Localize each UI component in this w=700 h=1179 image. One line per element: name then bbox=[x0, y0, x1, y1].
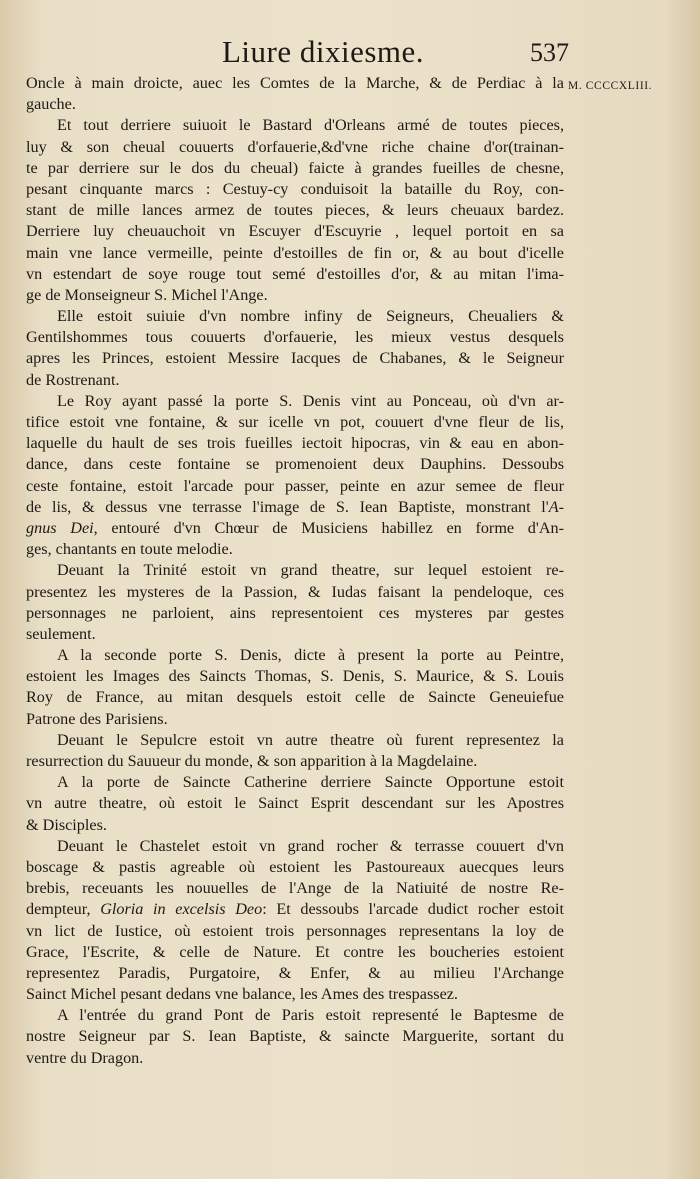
line-text: vn estendart de soye rouge tout semé d'estoilles d'or, & au mitan l'ima- bbox=[26, 264, 564, 283]
line-text: vn autre theatre, où estoit le Sainct Esprit descendant sur les Apostres bbox=[26, 794, 564, 813]
line-text: Patrone des Parisiens. bbox=[26, 709, 168, 728]
line-text: gauche. bbox=[26, 95, 76, 114]
line-text: vn lict de Iustice, où estoient trois personnages representans la loy de bbox=[26, 921, 564, 940]
line-text: brebis, receuants les nouuelles de l'Ange de la Natiuité de nostre Re- bbox=[26, 879, 564, 898]
italic-phrase: gnus Dei bbox=[26, 518, 94, 537]
text-line bbox=[26, 370, 564, 391]
text-line bbox=[26, 878, 564, 899]
line-text: Roy de France, au mitan desquels estoit celle de Saincte Geneuiefue bbox=[26, 688, 564, 707]
text-line bbox=[26, 115, 564, 136]
text-line bbox=[26, 921, 564, 942]
text-line bbox=[26, 582, 564, 603]
text-line bbox=[26, 200, 564, 221]
text-line bbox=[26, 539, 564, 560]
text-line bbox=[26, 306, 564, 327]
line-text: stant de mille lances armez de toutes pieces, & leurs cheuaux bardez. bbox=[26, 201, 564, 220]
line-text: dance, dans ceste fontaine se promenoient deux Dauphins. Dessoubs bbox=[26, 455, 564, 474]
text-line bbox=[26, 645, 564, 666]
text-line bbox=[26, 264, 564, 285]
italic-phrase: A- bbox=[548, 497, 564, 516]
text-line bbox=[26, 1026, 564, 1047]
italic-phrase: Gloria in excelsis Deo bbox=[100, 900, 263, 919]
text-line bbox=[26, 836, 564, 857]
line-text: presentez les mysteres de la Passion, & Iudas faisant la pendeloque, ces bbox=[26, 582, 564, 601]
text-line bbox=[26, 793, 564, 814]
line-text: A la porte de Saincte Catherine derriere Saincte Opportune estoit bbox=[57, 773, 564, 792]
text-line bbox=[26, 963, 564, 984]
text-line bbox=[26, 560, 564, 581]
line-text: , entouré d'vn Chœur de Musiciens habillez en forme d'An- bbox=[93, 518, 564, 537]
line-text: seulement. bbox=[26, 624, 96, 643]
line-text: : Et dessoubs l'arcade dudict rocher estoit bbox=[262, 900, 564, 919]
body-text bbox=[26, 73, 564, 1069]
line-text: resurrection du Sauueur du monde, & son apparition à la Magdelaine. bbox=[26, 752, 478, 770]
text-line bbox=[26, 603, 564, 624]
line-text: main vne lance vermeille, peinte d'estoilles de fin or, & au bout d'icelle bbox=[26, 243, 564, 262]
text-line bbox=[26, 1048, 564, 1069]
text-line bbox=[26, 391, 564, 412]
text-line bbox=[26, 984, 564, 1005]
line-text: luy & son cheual couuerts d'orfauerie,&d'vne riche chaine d'or(trainan- bbox=[26, 137, 564, 156]
line-text: tifice estoit vne fontaine, & sur icelle vn pot, couuert d'vne fleur de lis, bbox=[26, 413, 564, 431]
margin-year-note: M. CCCCXLIII. bbox=[568, 80, 653, 92]
text-line bbox=[26, 412, 564, 433]
text-line bbox=[26, 433, 564, 454]
text-line bbox=[26, 815, 564, 836]
text-line bbox=[26, 327, 564, 348]
line-text: pesant cinquante marcs : Cestuy-cy conduisoit la bataille du Roy, con- bbox=[26, 179, 564, 198]
line-text: Grace, l'Escrite, & celle de Nature. Et contre les boucheries estoient bbox=[26, 942, 564, 961]
line-text: Deuant la Trinité estoit vn grand theatre, sur lequel estoient re- bbox=[57, 561, 564, 580]
line-text: Derriere luy cheuauchoit vn Escuyer d'Escuyrie , lequel portoit en sa bbox=[26, 222, 564, 241]
text-line bbox=[26, 730, 564, 751]
line-text: Le Roy ayant passé la porte S. Denis vint au Ponceau, où d'vn ar- bbox=[57, 391, 564, 410]
line-text: A la seconde porte S. Denis, dicte à present la porte au Peintre, bbox=[57, 646, 564, 665]
line-text: Deuant le Chastelet estoit vn grand rocher & terrasse couuert d'vn bbox=[57, 836, 564, 855]
line-text: ge de Monseigneur S. Michel l'Ange. bbox=[26, 285, 268, 304]
line-text: & Disciples. bbox=[26, 815, 107, 834]
text-line bbox=[26, 73, 564, 94]
running-title: Liure dixiesme. bbox=[222, 34, 425, 69]
text-line bbox=[26, 476, 564, 497]
text-line bbox=[26, 899, 564, 920]
text-line bbox=[26, 857, 564, 878]
text-line bbox=[26, 94, 564, 115]
text-line bbox=[26, 942, 564, 963]
line-text: ceste fontaine, estoit l'arcade pour passer, peinte en azur semee de fleur bbox=[26, 476, 564, 495]
text-line bbox=[26, 709, 564, 730]
line-text: boscage & pastis agreable où estoient les Pastoureaux auecques leurs bbox=[26, 857, 564, 876]
line-text: personnages ne parloient, ains representoient ces mysteres par gestes bbox=[26, 603, 564, 622]
text-line bbox=[26, 454, 564, 475]
text-line bbox=[26, 221, 564, 242]
line-text: Sainct Michel pesant dedans vne balance, les Ames des trespassez. bbox=[26, 985, 458, 1004]
line-text: de lis, & dessus vne terrasse l'image de S. Iean Baptiste, monstrant l' bbox=[26, 497, 549, 516]
line-text: apres les Princes, estoient Messire Iacques de Chabanes, & le Seigneur bbox=[26, 349, 564, 368]
line-text: ventre du Dragon. bbox=[26, 1048, 144, 1067]
page-number: 537 bbox=[530, 38, 569, 67]
line-text: Et tout derriere suiuoit le Bastard d'Orleans armé de toutes pieces, bbox=[57, 116, 564, 135]
text-line bbox=[26, 137, 564, 158]
line-text: nostre Seigneur par S. Iean Baptiste, & saincte Marguerite, sortant du bbox=[26, 1027, 564, 1046]
text-line bbox=[26, 624, 564, 645]
line-text: dempteur, bbox=[26, 900, 101, 919]
page-header bbox=[0, 34, 700, 74]
text-line bbox=[26, 179, 564, 200]
line-text: te par derriere sur le dos du cheual) faicte à grandes fueilles de chesne, bbox=[26, 158, 564, 177]
text-line bbox=[26, 687, 564, 708]
text-line bbox=[26, 348, 564, 369]
text-line bbox=[26, 518, 564, 539]
line-text: Deuant le Sepulcre estoit vn autre theatre où furent representez la bbox=[57, 730, 564, 749]
line-text: Oncle à main droicte, auec les Comtes de la Marche, & de Perdiac à la bbox=[26, 74, 564, 92]
line-text: de Rostrenant. bbox=[26, 370, 120, 389]
text-line bbox=[26, 751, 564, 772]
text-line bbox=[26, 158, 564, 179]
text-line bbox=[26, 285, 564, 306]
line-text: representez Paradis, Purgatoire, & Enfer, & au milieu l'Archange bbox=[26, 963, 564, 982]
line-text: ges, chantants en toute melodie. bbox=[26, 540, 233, 559]
text-line bbox=[26, 666, 564, 687]
line-text: Elle estoit suiuie d'vn nombre infiny de Seigneurs, Cheualiers & bbox=[57, 307, 564, 326]
line-text: laquelle du hault de ses trois fueilles iectoit hipocras, vin & eau en abon- bbox=[26, 434, 564, 453]
line-text: Gentilshommes tous couuerts d'orfauerie, les mieux vestus desquels bbox=[26, 328, 564, 347]
text-line bbox=[26, 497, 564, 518]
line-text: A l'entrée du grand Pont de Paris estoit representé le Baptesme de bbox=[57, 1006, 564, 1025]
text-line bbox=[26, 1005, 564, 1026]
text-line bbox=[26, 243, 564, 264]
line-text: estoient les Images des Saincts Thomas, S. Denis, S. Maurice, & S. Louis bbox=[26, 667, 564, 686]
text-line bbox=[26, 772, 564, 793]
